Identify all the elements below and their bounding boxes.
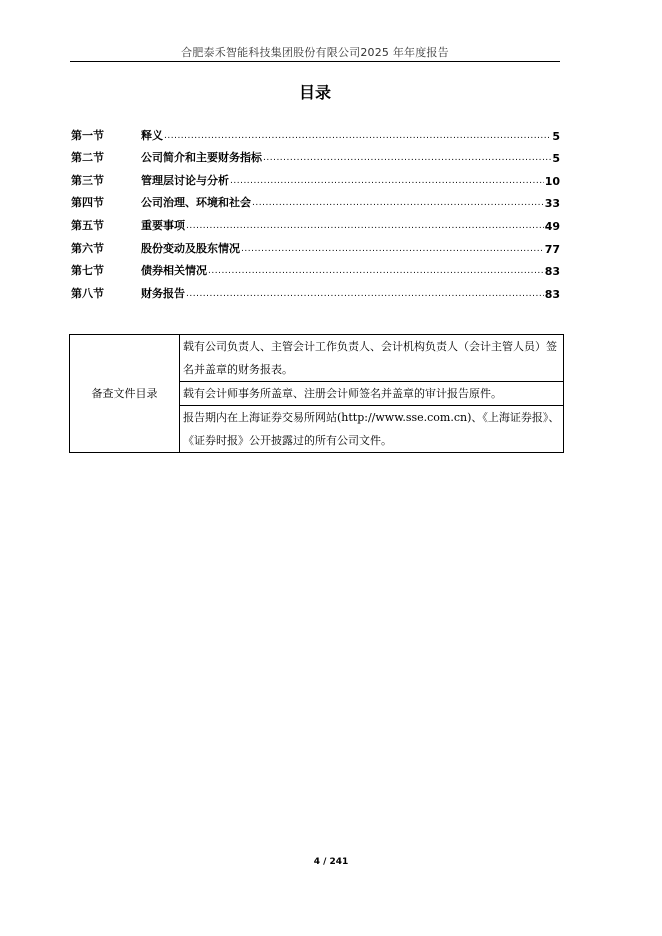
toc-page-number: 77 [544,242,560,256]
toc-entry[interactable] [71,256,560,279]
toc-leader-dots [263,152,551,165]
reference-documents-label: 备查文件目录 [70,335,180,453]
toc-section-title: 重要事项 [141,218,185,232]
page-title: 目录 [298,83,331,102]
toc-page-number: 5 [552,129,560,143]
toc-leader-dots [186,288,544,301]
toc-page-number: 33 [544,197,560,211]
toc-entry[interactable] [71,165,560,188]
toc-section-title: 释义 [141,128,163,142]
header-rule [70,61,560,62]
reference-document-item: 报告期内在上海证券交易所网站(http://www.sse.com.cn)、《上海证券报》、《证券时报》公开披露过的所有公司文件。 [180,406,564,453]
toc-leader-dots [186,220,544,233]
toc-section-number: 第八节 [71,286,104,300]
toc-section-number: 第四节 [71,196,104,210]
toc-entry[interactable] [71,278,560,301]
toc-section-title: 债券相关情况 [141,264,207,278]
page-header: 合肥泰禾智能科技集团股份有限公司2025 年年度报告 [181,46,449,59]
toc-leader-dots [252,197,544,210]
toc-page-number: 5 [552,152,560,166]
toc-page-number: 10 [544,174,560,188]
toc-section-number: 第二节 [71,151,104,165]
toc-entry[interactable] [71,120,560,143]
toc-leader-dots [230,175,544,188]
toc-section-title: 公司简介和主要财务指标 [141,151,262,165]
toc-section-title: 财务报告 [141,286,185,300]
toc-section-title: 公司治理、环境和社会 [141,196,251,210]
toc-section-title: 管理层讨论与分析 [141,173,229,187]
toc-section-number: 第六节 [71,241,104,255]
toc-section-number: 第一节 [71,128,104,142]
toc-leader-dots [208,265,544,278]
toc-entry[interactable] [71,188,560,211]
toc-leader-dots [164,130,551,143]
toc-entry[interactable] [71,233,560,256]
toc-page-number: 83 [544,265,560,279]
reference-document-item: 载有公司负责人、主管会计工作负责人、会计机构负责人（会计主管人员）签名并盖章的财务报表。 [180,335,564,382]
toc-section-number: 第七节 [71,264,104,278]
reference-document-item: 载有会计师事务所盖章、注册会计师签名并盖章的审计报告原件。 [180,382,564,406]
reference-documents-table [69,334,564,453]
toc-section-title: 股份变动及股东情况 [141,241,240,255]
toc-section-number: 第五节 [71,218,104,232]
toc-entry[interactable] [71,143,560,166]
page-number: 4 / 241 [313,857,349,867]
toc-page-number: 83 [544,287,560,301]
toc-section-number: 第三节 [71,173,104,187]
toc-page-number: 49 [544,219,560,233]
toc-leader-dots [241,243,544,256]
table-of-contents [71,120,560,301]
toc-entry[interactable] [71,210,560,233]
table-row [70,335,564,382]
